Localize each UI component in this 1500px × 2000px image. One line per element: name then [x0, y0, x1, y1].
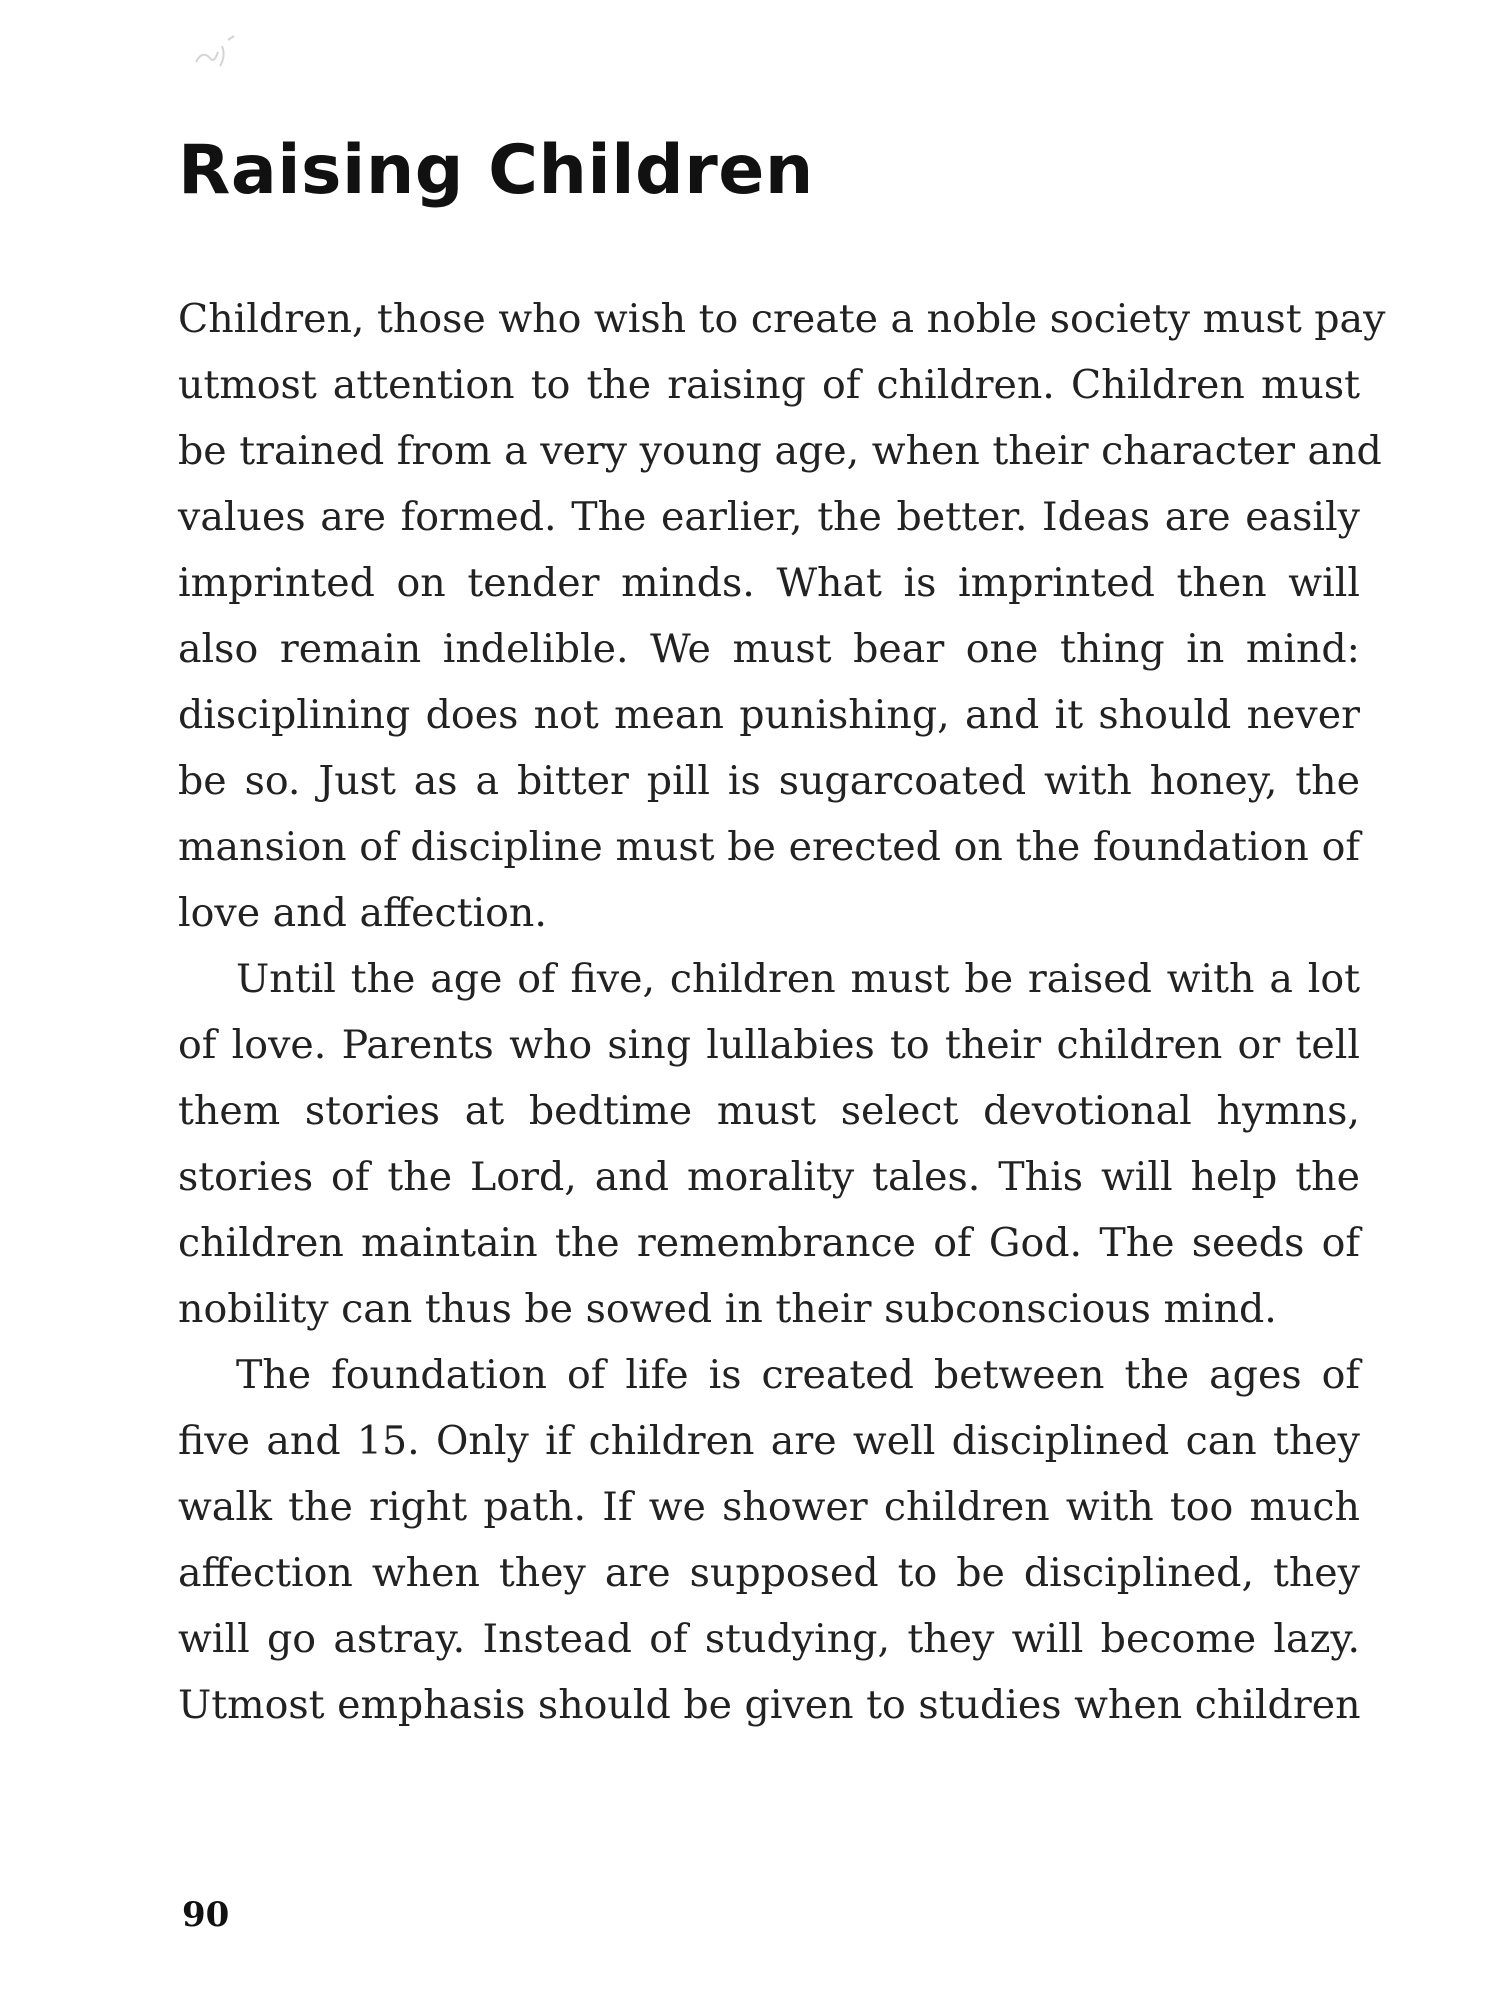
chapter-title: Raising Children — [178, 131, 814, 210]
text-line: of love. Parents who sing lullabies to their children or tell — [178, 1022, 1360, 1068]
text-line: will go astray. Instead of studying, they will become lazy. — [178, 1616, 1360, 1662]
text-line: five and 15. Only if children are well disciplined can they — [178, 1418, 1360, 1464]
text-line: love and affection. — [178, 890, 547, 936]
text-line: walk the right path. If we shower children with too much — [178, 1484, 1360, 1530]
text-line: mansion of discipline must be erected on the foundation of — [178, 824, 1360, 870]
text-line: nobility can thus be sowed in their subconscious mind. — [178, 1286, 1277, 1332]
text-line: be so. Just as a bitter pill is sugarcoated with honey, the — [178, 758, 1360, 804]
text-line: be trained from a very young age, when their character and — [178, 428, 1382, 474]
text-line: The foundation of life is created between the ages of — [236, 1352, 1360, 1398]
text-line: also remain indelible. We must bear one thing in mind: — [178, 626, 1360, 672]
chapter-body — [178, 286, 1386, 1738]
text-line: imprinted on tender minds. What is imprinted then will — [178, 560, 1360, 606]
paragraph-3 — [178, 1342, 1360, 1738]
text-line: Children, those who wish to create a noble society must pay — [178, 296, 1386, 342]
text-line: children maintain the remembrance of God. The seeds of — [178, 1220, 1360, 1266]
paragraph-2 — [178, 946, 1360, 1342]
page-number: 90 — [182, 1895, 230, 1935]
text-line: stories of the Lord, and morality tales. This will help the — [178, 1154, 1360, 1200]
text-line: values are formed. The earlier, the better. Ideas are easily — [178, 494, 1360, 540]
text-line: disciplining does not mean punishing, and it should never — [178, 692, 1360, 738]
text-line: Until the age of five, children must be raised with a lot — [236, 956, 1360, 1002]
text-line: them stories at bedtime must select devotional hymns, — [178, 1088, 1360, 1134]
text-line: Utmost emphasis should be given to studies when children — [178, 1682, 1361, 1728]
paragraph-1 — [178, 286, 1386, 946]
text-line: utmost attention to the raising of children. Children must — [178, 362, 1360, 408]
pencil-mark-decoration — [188, 32, 248, 92]
text-line: affection when they are supposed to be disciplined, they — [178, 1550, 1360, 1596]
